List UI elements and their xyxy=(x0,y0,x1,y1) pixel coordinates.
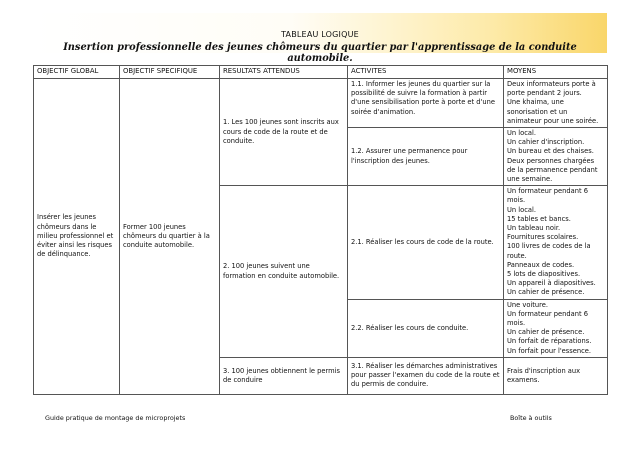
moyens-2-1-cell xyxy=(504,186,608,299)
moyens-2-2-text: Une voiture. Un formateur pendant 6 mois. Un cahier de présence. Un forfait de réparations. Un forfait pour l'essence. xyxy=(507,300,592,355)
resultat-1-cell: 1. Les 100 jeunes sont inscrits aux cours de code de la route et de conduite. xyxy=(220,79,348,186)
moyens-1-1-text: Deux informateurs porte à porte pendant 2 jours. Une khaima, une sonorisation et un animateur pour une soirée. xyxy=(507,80,599,125)
header-objectif-specifique: OBJECTIF SPECIFIQUE xyxy=(120,66,220,79)
moyens-2-2-cell xyxy=(504,299,608,357)
table-row xyxy=(34,79,608,128)
resultat-3-cell: 3. 100 jeunes obtiennent le permis de conduire xyxy=(220,357,348,394)
project-subtitle: Insertion professionnelle des jeunes chômeurs du quartier par l'apprentissage de la conduite automobile. xyxy=(63,42,577,64)
activite-3-1-cell: 3.1. Réaliser les démarches administratives pour passer l'examen du code de la route et du permis de conduire. xyxy=(348,357,504,394)
objectif-global-cell: Insérer les jeunes chômeurs dans le milieu professionnel et éviter ainsi les risques de délinquance. xyxy=(34,79,120,395)
activite-1-1-cell: 1.1. Informer les jeunes du quartier sur la possibilité de suivre la formation à partir d'une sensibilisation porte à porte et d'une soirée d'animation. xyxy=(348,79,504,128)
document-title: TABLEAU LOGIQUE xyxy=(281,30,359,39)
moyens-1-2-cell xyxy=(504,128,608,186)
activite-1-2-cell: 1.2. Assurer une permanence pour l'inscription des jeunes. xyxy=(348,128,504,186)
moyens-2-1-text: Un formateur pendant 6 mois. Un local. 15 tables et bancs. Un tableau noir. Fournitures scolaires. 100 livres de codes de la route. Panneaux de codes. 5 lots de diapositives. Un appareil à diapositives. Un cahier de présence. xyxy=(507,187,596,297)
moyens-1-2-text: Un local. Un cahier d'inscription. Un bureau et des chaises. Deux personnes chargées de la permanence pendant une semaine. xyxy=(507,129,598,184)
objectif-specifique-cell: Former 100 jeunes chômeurs du quartier à la conduite automobile. xyxy=(120,79,220,395)
resultat-2-cell: 2. 100 jeunes suivent une formation en conduite automobile. xyxy=(220,186,348,358)
moyens-3-1-text: Frais d'inscription aux examens. xyxy=(507,366,581,384)
title-banner xyxy=(33,13,607,64)
moyens-3-1-cell xyxy=(504,357,608,394)
header-objectif-global: OBJECTIF GLOBAL xyxy=(34,66,120,79)
header-activites: ACTIVITES xyxy=(348,66,504,79)
table-header-row xyxy=(34,66,608,79)
header-moyens: MOYENS xyxy=(504,66,608,79)
activite-2-1-cell: 2.1. Réaliser les cours de code de la route. xyxy=(348,186,504,299)
activite-2-2-cell: 2.2. Réaliser les cours de conduite. xyxy=(348,299,504,357)
footer-guide-title: Guide pratique de montage de microprojets xyxy=(45,414,186,422)
logical-framework-table xyxy=(33,65,608,395)
moyens-1-1-cell xyxy=(504,79,608,128)
header-resultats: RESULTATS ATTENDUS xyxy=(220,66,348,79)
footer-section-label: Boîte à outils xyxy=(510,414,552,422)
